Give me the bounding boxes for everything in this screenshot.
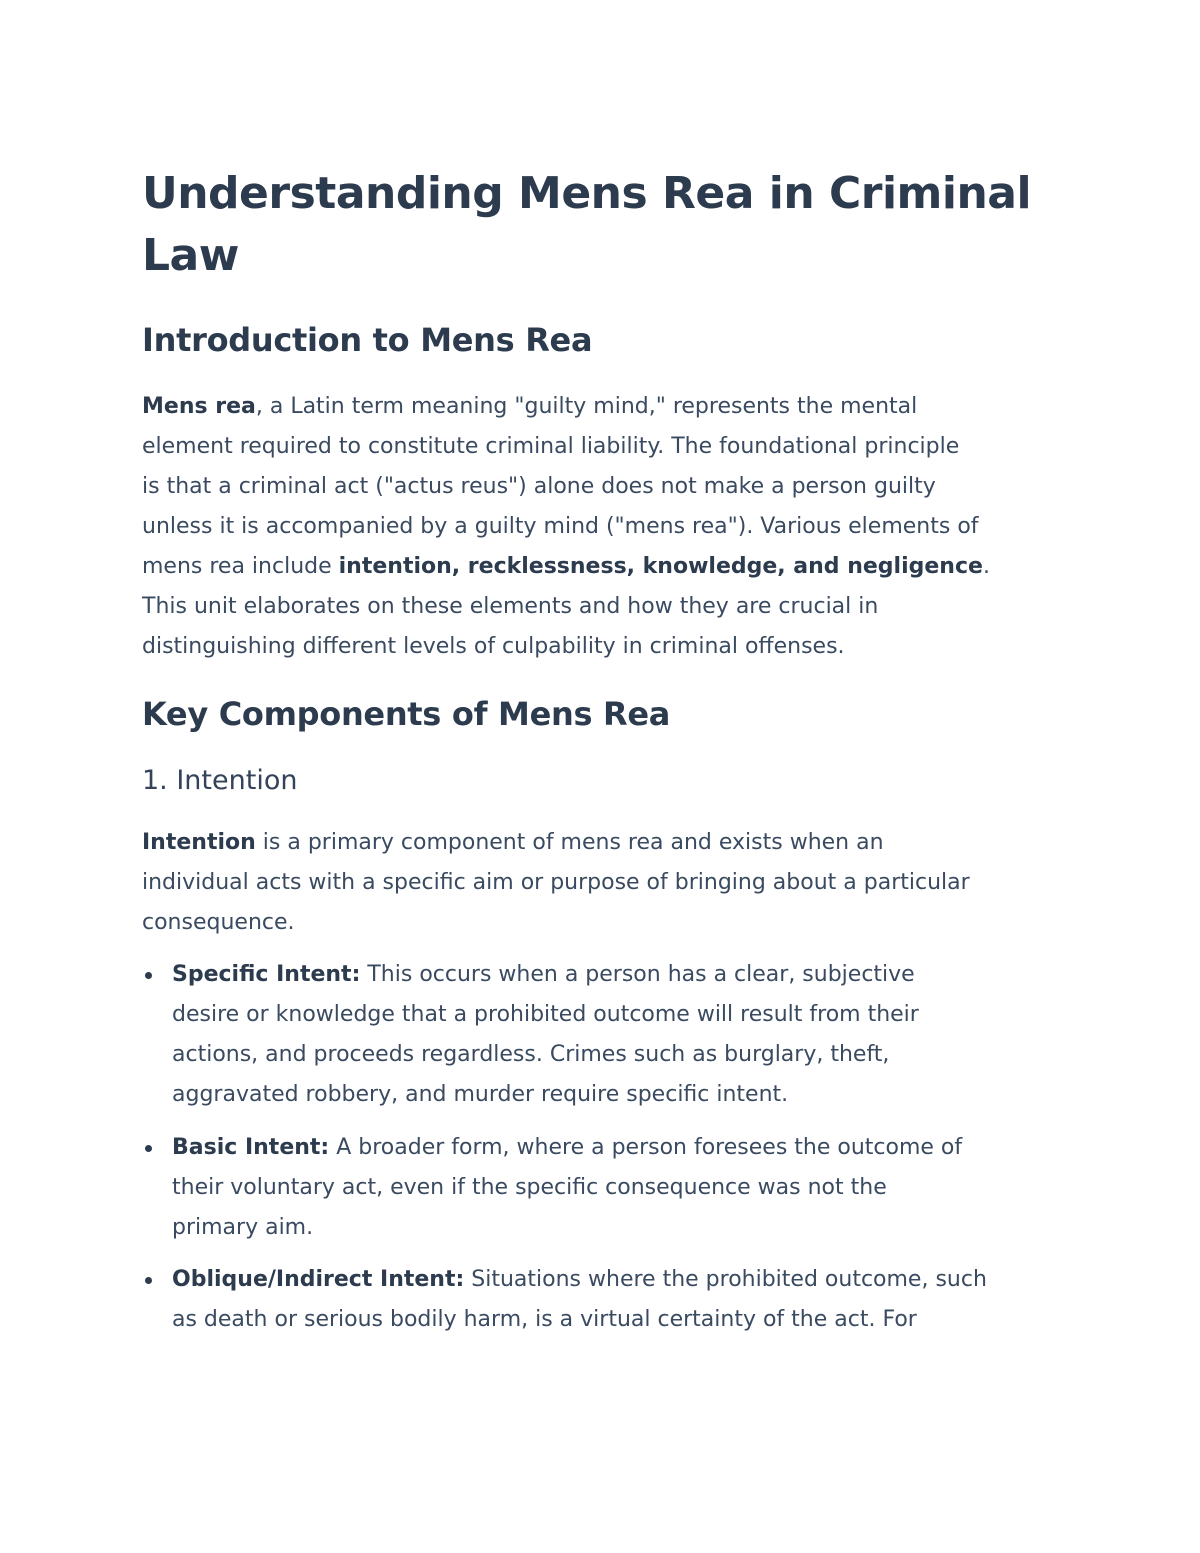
- list-item-line: aggravated robbery, and murder require specific intent.: [172, 1082, 789, 1107]
- document-title-line-2: Law: [142, 230, 239, 281]
- list-item-line: [172, 955, 919, 995]
- intro-line-text: .: [982, 554, 990, 579]
- intention-line-text: is a primary component of mens rea and exists when an: [255, 830, 884, 855]
- bullet-icon: [145, 1277, 152, 1284]
- intro-bold-term: Mens rea: [142, 394, 256, 419]
- list-item-text: [172, 955, 919, 1115]
- list-item-line: as death or serious bodily harm, is a virtual certainty of the act. For: [172, 1307, 917, 1332]
- document-title-line-1: Understanding Mens Rea in Criminal: [142, 168, 1032, 219]
- list-item-text: [172, 1128, 962, 1248]
- list-item-label: Oblique/Indirect Intent:: [172, 1267, 465, 1292]
- intention-line: individual acts with a specific aim or purpose of bringing about a particular: [142, 870, 970, 895]
- intention-bold-term: Intention: [142, 830, 256, 855]
- list-item-line-text: This occurs when a person has a clear, subjective: [360, 962, 915, 987]
- intro-line: distinguishing different levels of culpability in criminal offenses.: [142, 634, 845, 659]
- intro-line: [142, 547, 990, 587]
- list-item-line-text: A broader form, where a person foresees the outcome of: [329, 1135, 963, 1160]
- intro-bold-elements: intention, recklessness, knowledge, and negligence: [338, 554, 983, 579]
- intention-line: consequence.: [142, 910, 295, 935]
- list-item-line: their voluntary act, even if the specific consequence was not the: [172, 1175, 887, 1200]
- intention-line: [142, 823, 970, 863]
- list-item-line: [172, 1260, 987, 1300]
- list-item-label: Basic Intent:: [172, 1135, 330, 1160]
- list-item-line: desire or knowledge that a prohibited outcome will result from their: [172, 1002, 919, 1027]
- list-item-line-text: Situations where the prohibited outcome, such: [464, 1267, 987, 1292]
- bullet-icon: [145, 1145, 152, 1152]
- list-item-line: actions, and proceeds regardless. Crimes such as burglary, theft,: [172, 1042, 890, 1067]
- intro-line: element required to constitute criminal liability. The foundational principle: [142, 434, 960, 459]
- list-item-line: primary aim.: [172, 1215, 314, 1240]
- intro-line-text: mens rea include: [142, 554, 339, 579]
- list-item-text: [172, 1260, 987, 1340]
- intro-line: is that a criminal act ("actus reus") alone does not make a person guilty: [142, 474, 936, 499]
- intro-line: unless it is accompanied by a guilty mind ("mens rea"). Various elements of: [142, 514, 979, 539]
- intro-heading: Introduction to Mens Rea: [142, 321, 593, 359]
- intro-paragraph: [142, 387, 990, 667]
- bullet-icon: [145, 972, 152, 979]
- document-title: [142, 163, 1042, 287]
- list-item-label: Specific Intent:: [172, 962, 361, 987]
- intro-line: This unit elaborates on these elements and how they are crucial in: [142, 594, 879, 619]
- intro-line-text: , a Latin term meaning "guilty mind," represents the mental: [255, 394, 918, 419]
- list-item-line: [172, 1128, 962, 1168]
- key-components-heading: Key Components of Mens Rea: [142, 695, 671, 733]
- intro-line: [142, 387, 990, 427]
- intention-paragraph: [142, 823, 970, 943]
- intention-subheading: 1. Intention: [142, 765, 298, 796]
